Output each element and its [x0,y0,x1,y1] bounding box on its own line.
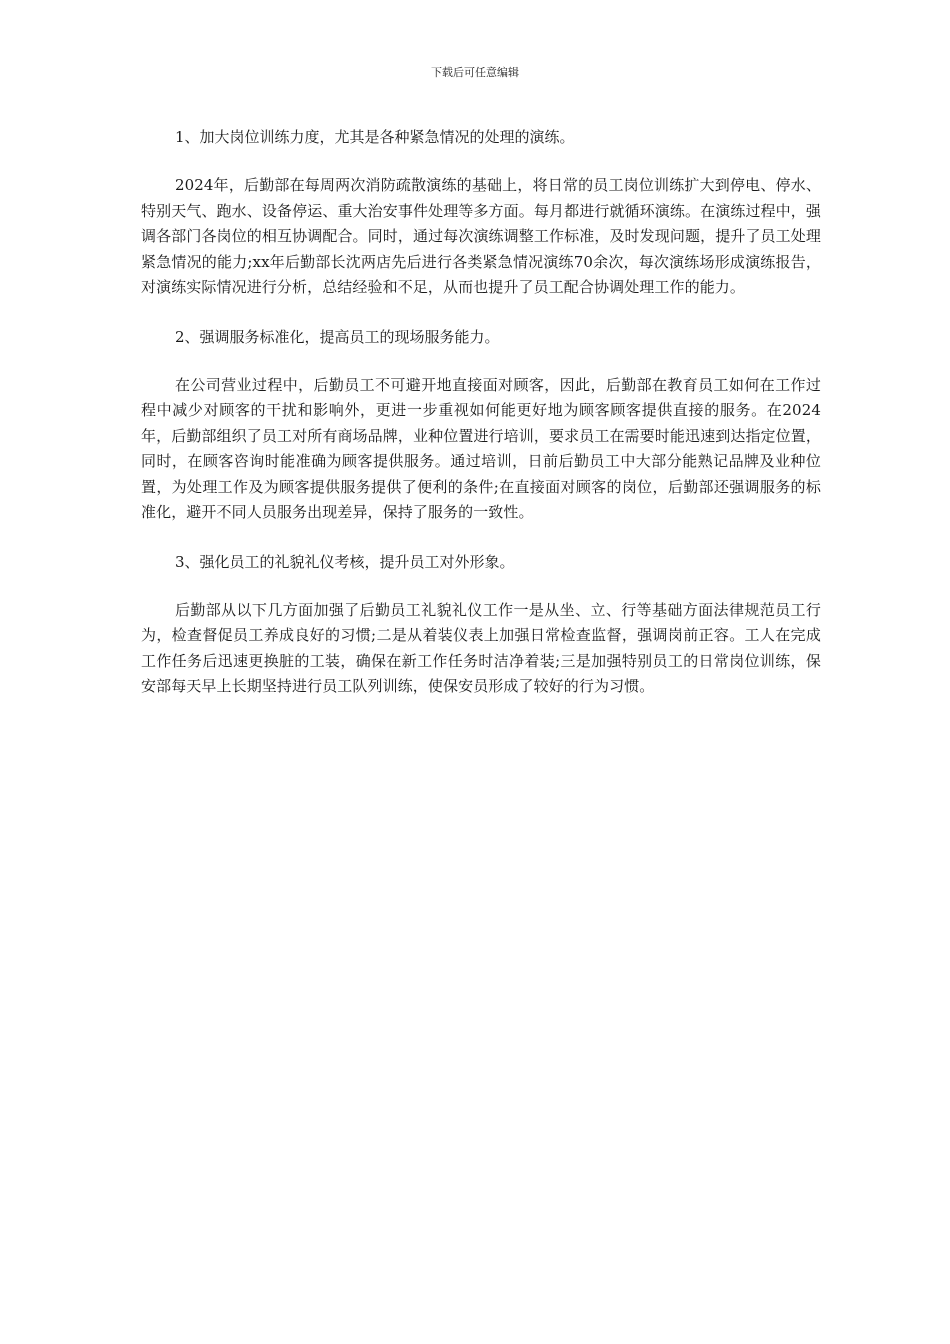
page-header: 下载后可任意编辑 [431,66,519,79]
section-paragraph-3: 后勤部从以下几方面加强了后勤员工礼貌礼仪工作一是从坐、立、行等基础方面法律规范员工行为，检查督促员工养成良好的习惯;二是从着装仪表上加强日常检查监督，强调岗前正容。工人在完成工作任务后迅速更换脏的工装，确保在新工作任务时洁净着装;三是加强特别员工的日常岗位训练，保安部每天早上长期坚持进行员工队列训练，使保安员形成了较好的行为习惯。 [141,600,821,695]
section-paragraph-1: 2024年，后勤部在每周两次消防疏散演练的基础上，将日常的员工岗位训练扩大到停电、停水、特别天气、跑水、设备停运、重大治安事件处理等多方面。每月都进行就循环演练。在演练过程中，强调各部门各岗位的相互协调配合。同时，通过每次演练调整工作标准，及时发现问题，提升了员工处理紧急情况的能力;xx年后勤部长沈两店先后进行各类紧急情况演练70余次，每次演练场形成演练报告，对演练实际情况进行分析，总结经验和不足，从而也提升了员工配合协调处理工作的能力。 [141,176,821,296]
section-heading-3: 3、强化员工的礼貌礼仪考核，提升员工对外形象。 [175,552,515,571]
section-paragraph-2: 在公司营业过程中，后勤员工不可避开地直接面对顾客，因此，后勤部在教育员工如何在工作过程中减少对顾客的干扰和影响外，更进一步重视如何能更好地为顾客顾客提供直接的服务。在2024年，后勤部组织了员工对所有商场品牌，业种位置进行培训，要求员工在需要时能迅速到达指定位置，同时，在顾客咨询时能准确为顾客提供服务。通过培训，日前后勤员工中大部分能熟记品牌及业种位置，为处理工作及为顾客提供服务提供了便利的条件;在直接面对顾客的岗位，后勤部还强调服务的标准化，避开不同人员服务出现差异，保持了服务的一致性。 [141,375,821,521]
document-body [141,124,821,700]
section-heading-2: 2、强调服务标准化，提高员工的现场服务能力。 [175,327,500,346]
section-heading-1: 1、加大岗位训练力度，尤其是各种紧急情况的处理的演练。 [175,128,575,146]
